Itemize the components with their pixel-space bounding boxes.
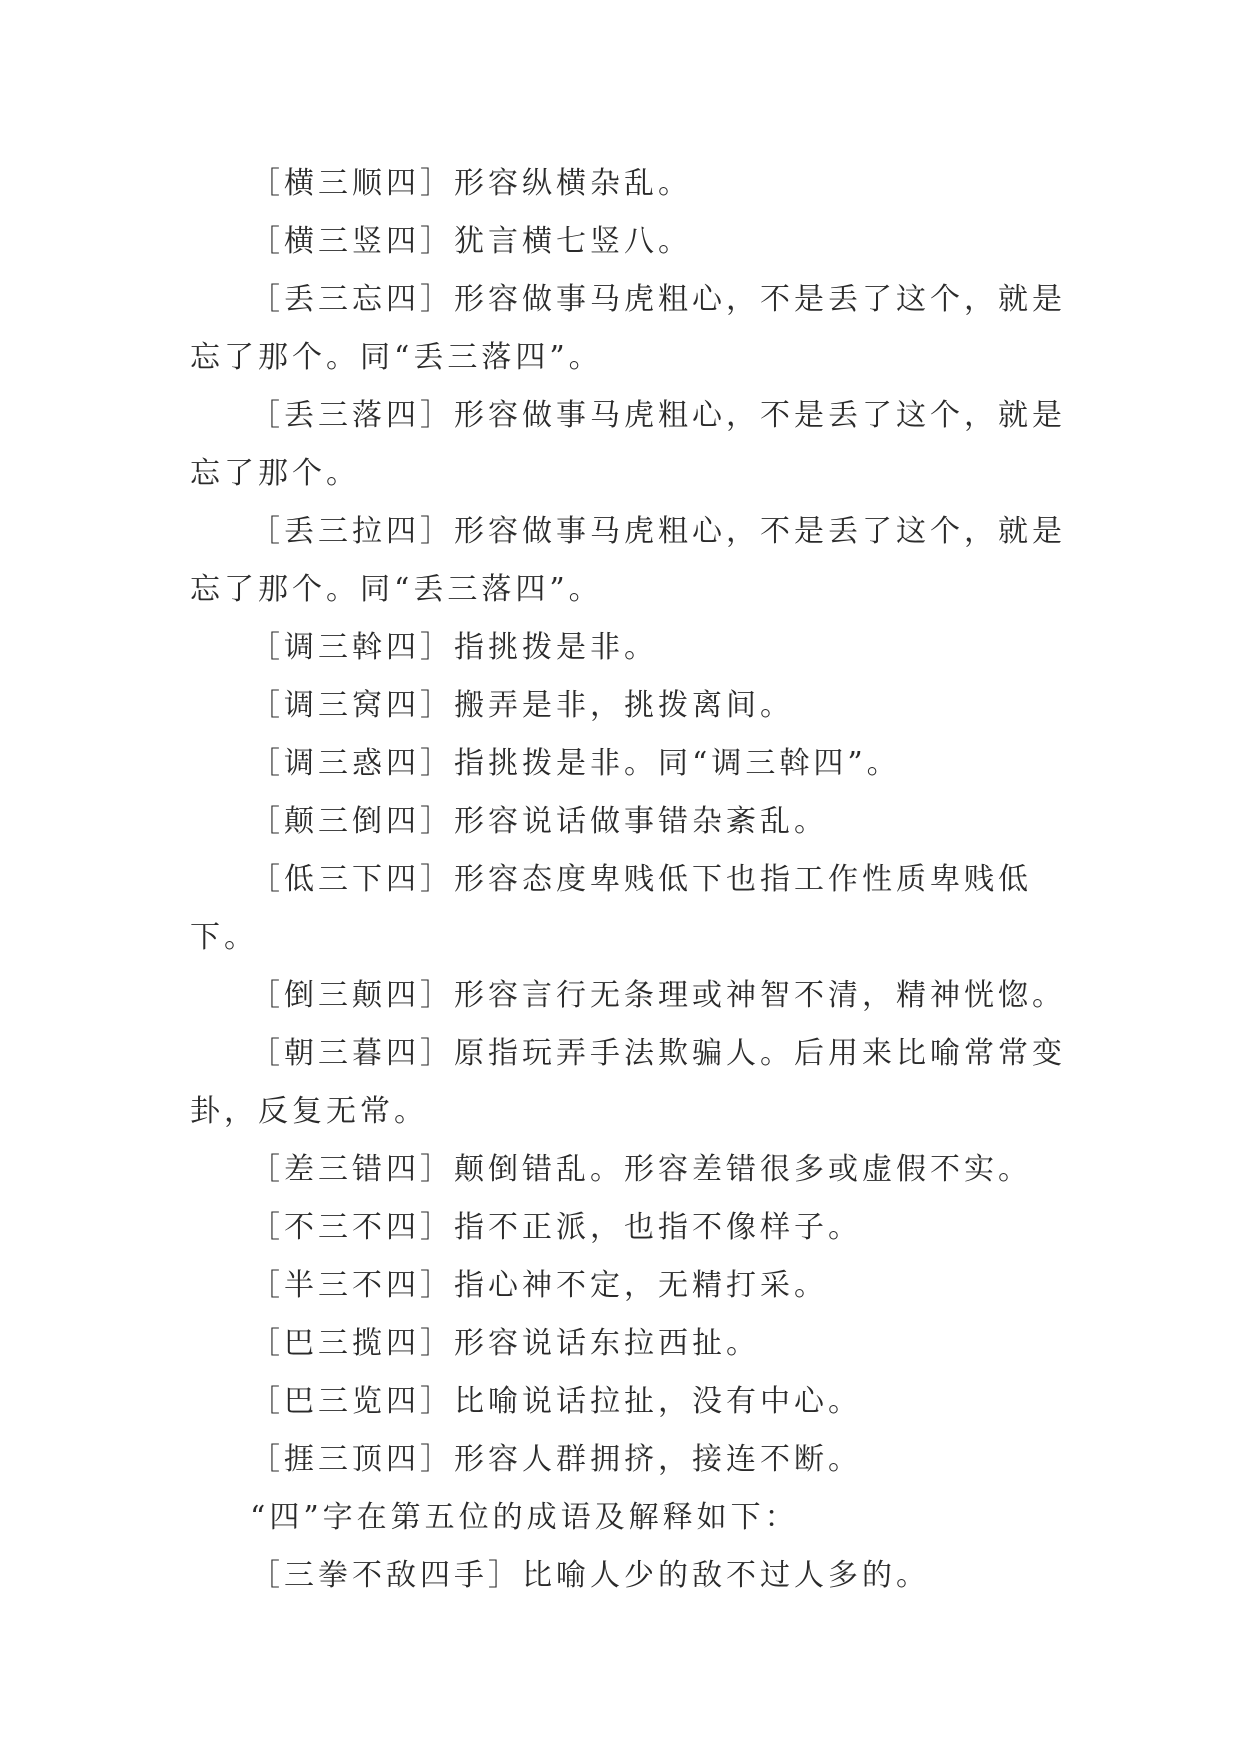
idiom-entry: ［低三下四］形容态度卑贱低下也指工作性质卑贱低下。 — [190, 862, 1032, 955]
idiom-entry: ［三拳不敌四手］比喻人少的敌不过人多的。 — [250, 1558, 930, 1593]
idiom-entry: ［巴三览四］比喻说话拉扯，没有中心。 — [250, 1384, 862, 1419]
idiom-entry: ［丢三忘四］形容做事马虎粗心，不是丢了这个，就是忘了那个。同“丢三落四”。 — [190, 282, 1066, 375]
idiom-entry: ［横三竖四］犹言横七竖八。 — [250, 224, 692, 259]
idiom-entry: ［丢三拉四］形容做事马虎粗心，不是丢了这个，就是忘了那个。同“丢三落四”。 — [190, 514, 1066, 607]
idiom-entry: ［半三不四］指心神不定，无精打采。 — [250, 1268, 828, 1303]
idiom-entry: ［不三不四］指不正派，也指不像样子。 — [250, 1210, 862, 1245]
idiom-entry: ［捱三顶四］形容人群拥挤，接连不断。 — [250, 1442, 862, 1477]
idiom-entry: ［调三窝四］搬弄是非，挑拨离间。 — [250, 688, 794, 723]
idiom-entry: ［颠三倒四］形容说话做事错杂紊乱。 — [250, 804, 828, 839]
idiom-entry: ［倒三颠四］形容言行无条理或神智不清，精神恍惚。 — [250, 978, 1066, 1013]
idiom-entry: ［横三顺四］形容纵横杂乱。 — [250, 166, 692, 201]
idiom-entry: ［调三惑四］指挑拨是非。同“调三斡四”。 — [250, 746, 901, 781]
section-intro: “四”字在第五位的成语及解释如下： — [250, 1500, 799, 1535]
document-body — [190, 155, 1070, 1605]
idiom-entry: ［调三斡四］指挑拨是非。 — [250, 630, 658, 665]
idiom-entry: ［巴三揽四］形容说话东拉西扯。 — [250, 1326, 760, 1361]
idiom-entry: ［丢三落四］形容做事马虎粗心，不是丢了这个，就是忘了那个。 — [190, 398, 1066, 491]
idiom-entry: ［差三错四］颠倒错乱。形容差错很多或虚假不实。 — [250, 1152, 1032, 1187]
idiom-entry: ［朝三暮四］原指玩弄手法欺骗人。后用来比喻常常变卦，反复无常。 — [190, 1036, 1066, 1129]
